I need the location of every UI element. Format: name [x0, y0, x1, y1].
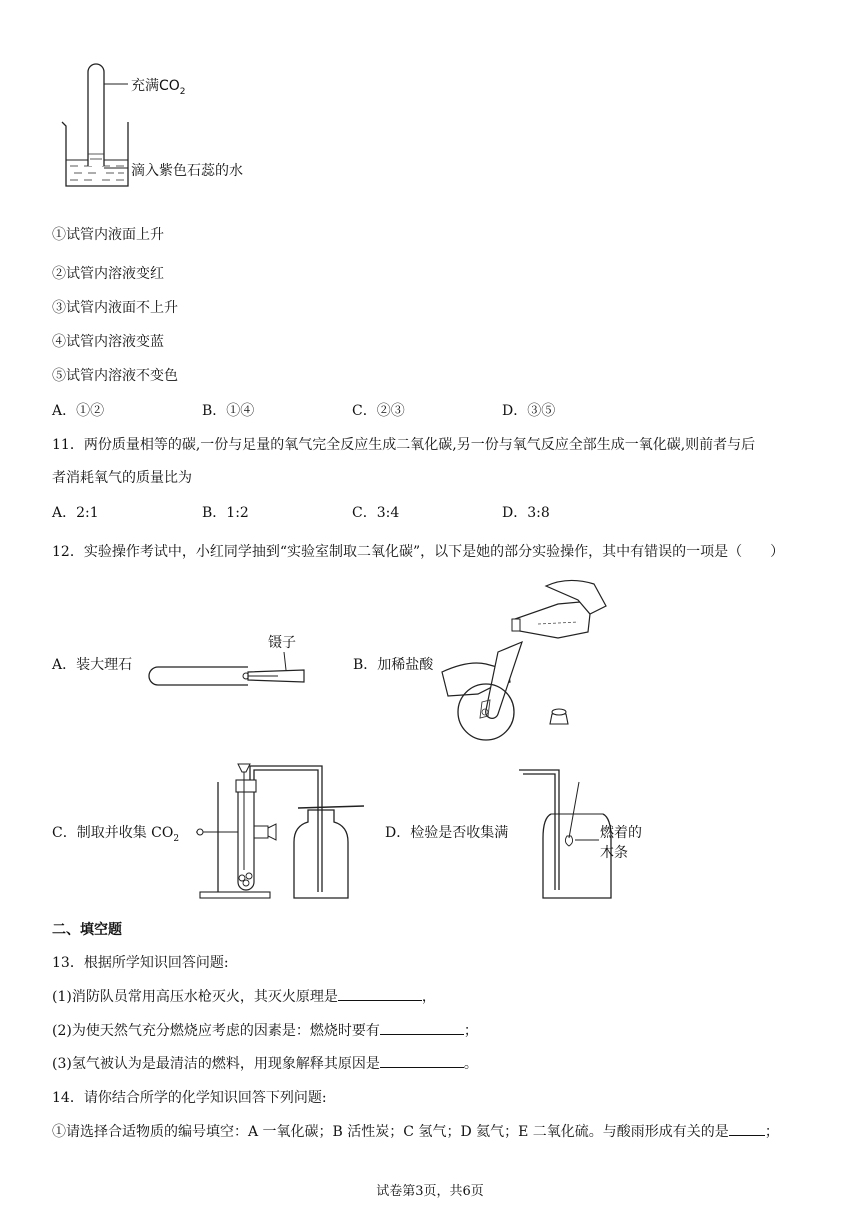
q12-option-b[interactable]: B．加稀盐酸: [353, 657, 434, 673]
water-label: 滴入紫色石蕊的水: [131, 163, 243, 179]
q13-blank-2[interactable]: [380, 1020, 464, 1035]
q10-option-d[interactable]: D．③⑤: [502, 403, 556, 419]
q13-part-1-text: (1)消防队员常用高压水枪灭火，其灭火原理是: [52, 989, 338, 1005]
q14-part-1-text: ①请选择合适物质的编号填空：A 一氧化碳；B 活性炭；C 氢气；D 氦气；E 二氧化硫。与酸雨形成有关的是: [52, 1124, 729, 1140]
co2-generation-apparatus-figure: [190, 750, 370, 905]
co2-tube-beaker-figure: [58, 62, 138, 192]
q11-option-c[interactable]: C．3:4: [352, 505, 400, 521]
q13-part-3: [52, 1053, 478, 1073]
q10-statement-1: ①试管内液面上升: [52, 227, 164, 243]
q11-option-b[interactable]: B．1:2: [202, 505, 249, 521]
q13-part-2-end: ；: [463, 1023, 478, 1039]
burning-stick-label-2: 木条: [600, 845, 628, 861]
q11-stem-line1: 11．两份质量相等的碳,一份与足量的氧气完全反应生成二氧化碳,另一份与氧气反应全部生成一氧化碳,则前者与后: [52, 437, 756, 453]
q11-stem-line2: 者消耗氧气的质量比为: [52, 470, 192, 486]
q11-option-d[interactable]: D．3:8: [502, 505, 550, 521]
q12-option-c[interactable]: [52, 822, 179, 844]
q12-option-c-sub: 2: [173, 833, 180, 844]
q10-option-a[interactable]: A．①②: [52, 403, 105, 419]
q11-option-a[interactable]: A．2:1: [52, 505, 99, 521]
q10-statement-2: ②试管内溶液变红: [52, 266, 164, 282]
q10-option-c[interactable]: C．②③: [352, 403, 405, 419]
burning-stick-label-1: 燃着的: [600, 825, 642, 841]
q13-part-2-text: (2)为使天然气充分燃烧应考虑的因素是：燃烧时要有: [52, 1023, 380, 1039]
co2-label: [131, 75, 186, 97]
page-footer: 试卷第3页，共6页: [376, 1184, 484, 1199]
q13-stem: 13．根据所学知识回答问题:: [52, 955, 229, 971]
q13-part-3-end: 。: [463, 1056, 478, 1072]
co2-label-sub: 2: [179, 86, 186, 97]
q12-stem: 12．实验操作考试中，小红同学抽到“实验室制取二氧化碳”，以下是她的部分实验操作，其中有错误的一项是（ ）: [52, 544, 785, 560]
q10-option-b[interactable]: B．①④: [202, 403, 255, 419]
co2-label-text: 充满CO: [131, 78, 180, 94]
q13-blank-3[interactable]: [380, 1053, 464, 1068]
q14-stem: 14．请你结合所学的化学知识回答下列问题:: [52, 1090, 327, 1106]
q10-statement-5: ⑤试管内溶液不变色: [52, 368, 178, 384]
q13-part-3-text: (3)氢气被认为是最清洁的燃料，用现象解释其原因是: [52, 1056, 380, 1072]
q14-part-1: [52, 1121, 779, 1141]
q12-option-c-text: C．制取并收集 CO: [52, 825, 174, 841]
q10-statement-3: ③试管内液面不上升: [52, 300, 178, 316]
section-title: 二、填空题: [52, 922, 122, 938]
q13-part-1-end: ，: [421, 989, 436, 1005]
q14-blank-1[interactable]: [729, 1121, 765, 1136]
q12-option-d[interactable]: D．检验是否收集满: [385, 825, 509, 841]
q13-part-1: [52, 986, 436, 1006]
pour-acid-figure: [438, 572, 618, 747]
q14-part-1-end: ；: [764, 1124, 779, 1140]
tweezers-label: 镊子: [268, 635, 296, 651]
q10-statement-4: ④试管内溶液变蓝: [52, 334, 164, 350]
q13-part-2: [52, 1020, 478, 1040]
q12-option-a[interactable]: A．装大理石: [52, 657, 133, 673]
q13-blank-1[interactable]: [338, 986, 422, 1001]
